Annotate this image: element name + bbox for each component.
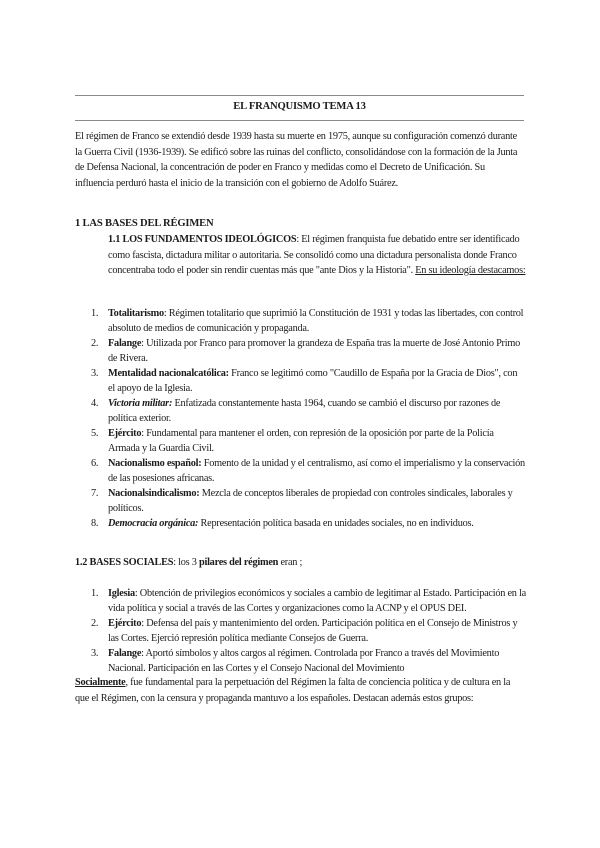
item-text: : Fundamental para mantener el orden, con represión de la oposición por parte de la Policía Armada y la Guardia Civil.	[108, 428, 494, 454]
section-1-2-heading-bold: pilares del régimen	[198, 557, 279, 568]
item-text: Enfatizada constantemente hasta 1964, cuando se cambió el discurso por razones de política exterior.	[108, 398, 501, 424]
list-item	[75, 426, 526, 456]
item-term: Ejército	[108, 618, 142, 629]
list-item	[75, 586, 526, 616]
section-1-2-heading-text-end: eran ;	[278, 557, 303, 568]
item-term: Nacionalsindicalismo:	[108, 488, 200, 499]
item-term: Nacionalismo español:	[108, 458, 202, 469]
item-number: 3.	[91, 368, 99, 379]
item-text: Representación política basada en unidades sociales, no en individuos.	[198, 518, 474, 529]
item-number: 7.	[91, 488, 99, 499]
intro-paragraph: El régimen de Franco se extendió desde 1939 hasta su muerte en 1975, aunque su configuración comenzó durante la Guerra Civil (1936-1939). Se edificó sobre las ruinas del conflicto, consolidándose con la formación de la Junta de Defensa Nacional, la concentración de poder en Franco y medidas como el Decreto de Unificación. Su influencia perduró hasta el inicio de la transición con el gobierno de Adolfo Suárez.	[75, 131, 518, 189]
list-item	[75, 456, 526, 486]
item-term: Totalitarismo	[108, 308, 164, 319]
item-number: 2.	[91, 338, 99, 349]
list-item	[75, 486, 526, 516]
item-number: 2.	[91, 618, 99, 629]
item-term: Democracia orgánica:	[108, 518, 199, 529]
list-item	[75, 646, 526, 676]
item-number: 6.	[91, 458, 99, 469]
item-number: 3.	[91, 648, 99, 659]
item-number: 5.	[91, 428, 99, 439]
item-number: 1.	[91, 588, 99, 599]
list-item	[75, 336, 526, 366]
list-item	[75, 306, 526, 336]
closing-text: , fue fundamental para la perpetuación del Régimen la falta de conciencia política y de cultura en la que el Régimen, con la censura y propaganda mantuvo a los españoles. Destacan además estos grupos:	[75, 677, 511, 704]
closing-paragraph	[75, 675, 525, 706]
section-1-1-heading: 1.1 LOS FUNDAMENTOS IDEOLÓGICOS	[108, 234, 297, 245]
item-term: Ejército	[108, 428, 142, 439]
item-text: : Utilizada por Franco para promover la grandeza de España tras la muerte de José Antonio Primo de Rivera.	[108, 338, 520, 364]
item-term: Falange	[108, 648, 142, 659]
item-term: Mentalidad nacionalcatólica:	[108, 368, 229, 379]
item-number: 4.	[91, 398, 99, 409]
section-1-1-text: : El régimen franquista fue debatido entre ser identificado como fascista, dictadura militar o autoritaria. Se consolidó como una dictadura personalista donde Franco concentraba todo el poder sin rendir cuentas más que "ante Dios y la Historia".	[108, 234, 520, 276]
pillars-list	[75, 586, 526, 676]
item-term: Iglesia	[108, 588, 135, 599]
list-item	[75, 616, 526, 646]
section-1-heading: 1 LAS BASES DEL RÉGIMEN	[75, 218, 214, 229]
ideology-list	[75, 306, 526, 531]
section-1-2-heading-text: : los 3	[173, 557, 199, 568]
item-text: Franco se legitimó como "Caudillo de España por la Gracia de Dios", con el apoyo de la Iglesia.	[108, 368, 518, 394]
list-item	[75, 396, 526, 426]
section-1-2-heading: 1.2 BASES SOCIALES	[75, 557, 174, 568]
page-title: EL FRANQUISMO TEMA 13	[233, 101, 366, 112]
section-1-1-paragraph	[108, 232, 526, 279]
item-text: : Obtención de privilegios económicos y sociales a cambio de legitimar al Estado. Participación en la vida política y social a través de las Cortes y organizaciones como la ACNP y el OPUS DEI.	[108, 588, 526, 614]
item-text: : Aportó símbolos y altos cargos al régimen. Controlada por Franco a través del Movimiento Nacional. Participación en las Cortes y el Consejo Nacional del Movimiento	[108, 648, 500, 674]
item-number: 8.	[91, 518, 99, 529]
list-item	[75, 366, 526, 396]
item-text: Mezcla de conceptos liberales de propiedad con controles sindicales, laborales y políticos.	[108, 488, 513, 514]
item-text: : Defensa del país y mantenimiento del orden. Participación política en el Consejo de Ministros y las Cortes. Ejerció represión política mediante Consejos de Guerra.	[108, 618, 518, 644]
list-item	[75, 516, 526, 531]
title-rule	[75, 120, 524, 121]
item-number: 1.	[91, 308, 99, 319]
section-1-1-underline: En su ideología destacamos:	[415, 265, 526, 276]
item-text: Fomento de la unidad y el centralismo, así como el imperialismo y la conservación de las posesiones africanas.	[108, 458, 525, 484]
item-term: Victoria militar:	[108, 398, 173, 409]
item-text: : Régimen totalitario que suprimió la Constitución de 1931 y todas las libertades, con control absoluto de medios de comunicación y propaganda.	[108, 308, 524, 334]
item-term: Falange	[108, 338, 142, 349]
closing-term: Socialmente	[75, 677, 126, 688]
section-1-2-heading-line	[75, 555, 525, 571]
top-rule	[75, 95, 524, 96]
